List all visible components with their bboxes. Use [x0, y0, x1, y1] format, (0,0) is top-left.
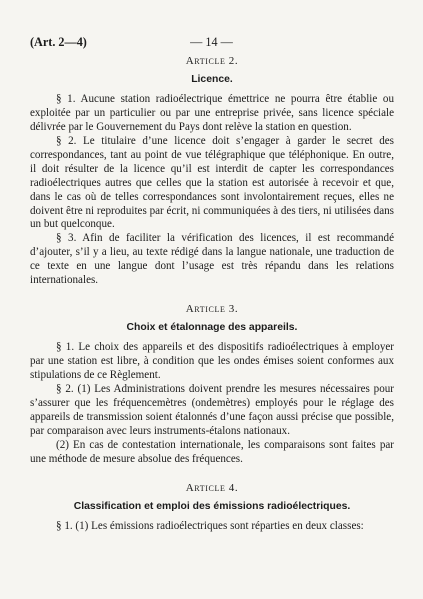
article-3-paragraph-2: § 2. (1) Les Administrations doivent prendre les mesures nécessaires pour s’assurer que les fréquencemètres (ondemètres) employés pour le réglage des appareils de transmission soient étalonnés d’une façon aussi précise que possible, par comparaison avec leurs instruments-étalons nationaux.: [30, 383, 394, 437]
article-2-heading: Article 2.: [185, 55, 239, 67]
article-3-heading: Article 3.: [185, 303, 239, 316]
header-article-range: (Art. 2—4): [30, 35, 87, 49]
article-4-title: Classification et emploi des émissions radioélectriques.: [73, 500, 351, 512]
article-2-paragraph-3: § 3. Afin de faciliter la vérification des licences, il est recommandé d’ajouter, s’il y a lieu, au texte rédigé dans la langue nationale, une traduction de ce texte en une langue dont l’usage est très répandu dans les relations internationales.: [30, 232, 394, 287]
article-2-paragraph-1: § 1. Aucune station radioélectrique émettrice ne pourra être établie ou exploitée par un particulier ou par une entreprise privée, sans licence spéciale délivrée par le Gouvernement du Pays dont relève la station en question.: [30, 92, 394, 133]
page-number: — 14 —: [190, 35, 233, 49]
article-3-paragraph-3: (2) En cas de contestation internationale, les comparaisons sont faites par une méthode de mesure absolue des fréquences.: [30, 438, 394, 465]
article-3-paragraph-1: § 1. Le choix des appareils et des dispositifs radioélectriques à employer par une station est libre, à condition que les ondes émises soient conformes aux stipulations de ce Règlement.: [30, 341, 394, 382]
document-body: [30, 55, 394, 534]
article-4-paragraph-1: § 1. (1) Les émissions radioélectriques sont réparties en deux classes:: [56, 519, 364, 532]
article-2-title: Licence.: [191, 73, 233, 85]
article-3-title: Choix et étalonnage des appareils.: [126, 322, 298, 334]
article-4-heading: Article 4.: [185, 481, 239, 494]
article-2-paragraph-2: § 2. Le titulaire d’une licence doit s’engager à garder le secret des correspondances, tant au point de vue télégraphique que téléphonique. En outre, il doit résulter de la licence qu’il est interdit de capter les correspondances radioélectriques autres que celles que la station est autorisée à recevoir et que, dans le cas où de telles correspondances sont involontairement reçues, elles ne doivent être ni reproduites par écrit, ni communiquées à des tiers, ni utilisées dans un but quelconque.: [30, 134, 394, 231]
